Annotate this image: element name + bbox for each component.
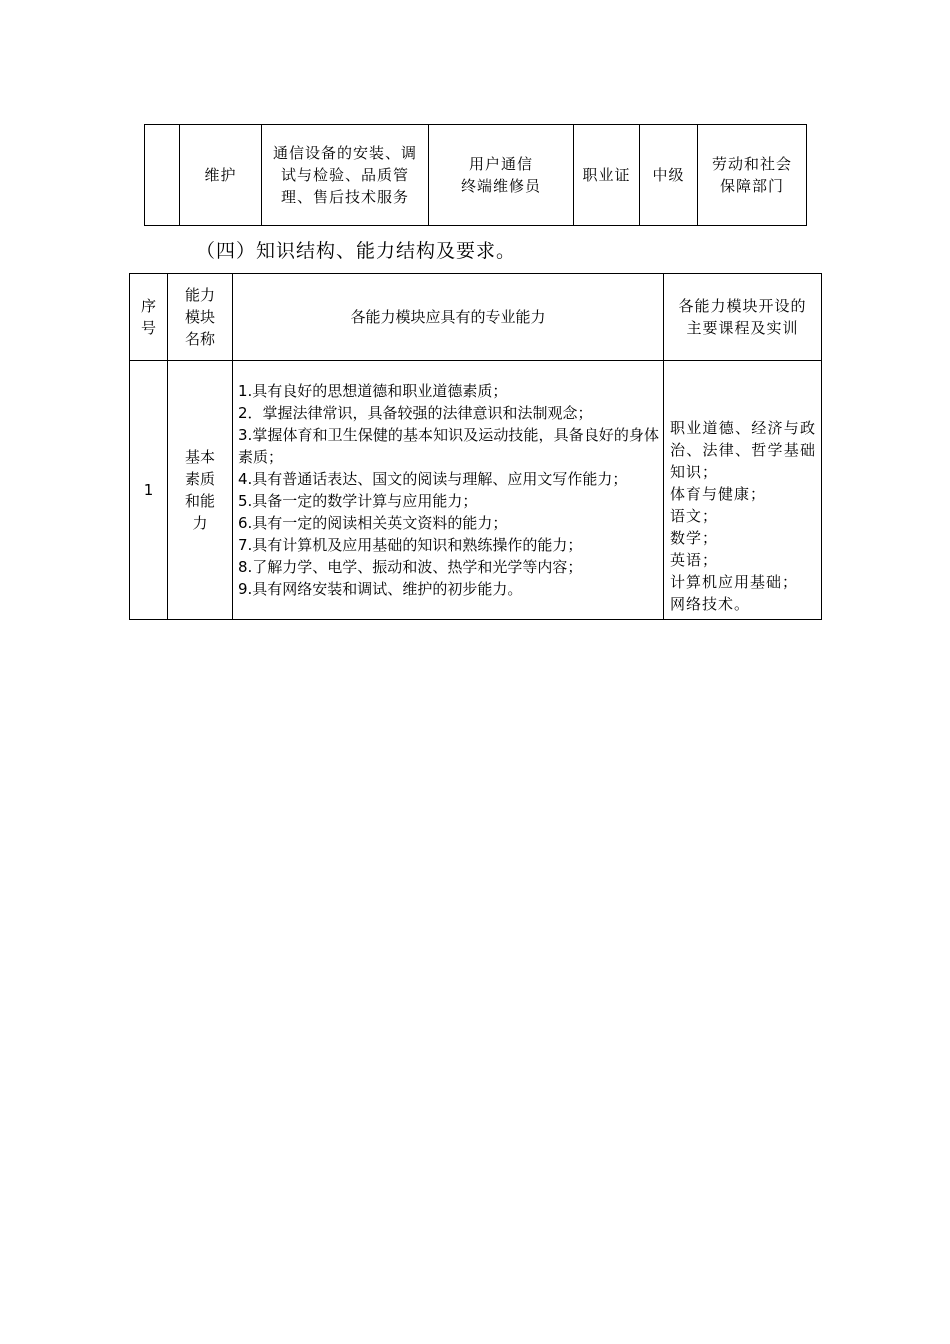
position-cell	[429, 125, 574, 226]
course-item: 职业道德、经济与政治、法律、哲学基础知识；	[670, 419, 816, 481]
course-item: 计算机应用基础；	[670, 573, 799, 591]
ability-item: 8.了解力学、电学、振动和波、热学和光学等内容；	[238, 558, 583, 576]
certificate-type-cell: 职业证	[574, 125, 640, 226]
ability-item: 9.具有网络安装和调试、维护的初步能力。	[238, 580, 523, 598]
header-seq: 序号	[130, 274, 168, 361]
occupation-table	[144, 124, 807, 226]
certificate-level-cell: 中级	[640, 125, 698, 226]
table-row	[145, 125, 807, 226]
row-seq: 1	[130, 361, 168, 620]
empty-cell	[145, 125, 180, 226]
job-category-cell: 维护	[180, 125, 262, 226]
header-module-name-text: 能力模块名称	[184, 286, 215, 348]
course-item: 数学；	[670, 529, 719, 547]
row-module-name-text: 基本素质和能力	[184, 448, 215, 532]
ability-item: 2．掌握法律常识，具备较强的法律意识和法制观念；	[238, 404, 593, 422]
job-scope-cell	[262, 125, 429, 226]
ability-item: 7.具有计算机及应用基础的知识和熟练操作的能力；	[238, 536, 583, 554]
authority-line-1: 劳动和社会	[711, 155, 792, 173]
ability-structure-table	[129, 273, 822, 620]
header-module-name	[168, 274, 233, 361]
course-item: 英语；	[670, 551, 719, 569]
course-item: 语文；	[670, 507, 719, 525]
section-heading: （四）知识结构、能力结构及要求。	[196, 240, 517, 262]
header-courses-text: 各能力模块开设的主要课程及实训	[678, 297, 807, 337]
row-module-name	[168, 361, 233, 620]
table-header-row	[130, 274, 822, 361]
position-line-1: 用户通信	[468, 155, 533, 173]
ability-item: 6.具有一定的阅读相关英文资料的能力；	[238, 514, 508, 532]
ability-item: 3.掌握体育和卫生保健的基本知识及运动技能，具备良好的身体素质；	[238, 426, 659, 466]
course-item: 网络技术。	[670, 595, 751, 613]
job-scope-text: 通信设备的安装、调试与检验、品质管理、售后技术服务	[272, 144, 417, 206]
ability-item: 4.具有普通话表达、国文的阅读与理解、应用文写作能力；	[238, 470, 628, 488]
authority-line-2: 保障部门	[719, 177, 784, 195]
row-courses	[664, 361, 822, 620]
row-abilities	[233, 361, 664, 620]
course-item: 体育与健康；	[670, 485, 767, 503]
issuing-authority-cell	[698, 125, 807, 226]
table-row	[130, 361, 822, 620]
ability-item: 1.具有良好的思想道德和职业道德素质；	[238, 382, 508, 400]
ability-item: 5.具备一定的数学计算与应用能力；	[238, 492, 478, 510]
header-abilities: 各能力模块应具有的专业能力	[233, 274, 664, 361]
header-courses	[664, 274, 822, 361]
position-line-2: 终端维修员	[460, 177, 541, 195]
